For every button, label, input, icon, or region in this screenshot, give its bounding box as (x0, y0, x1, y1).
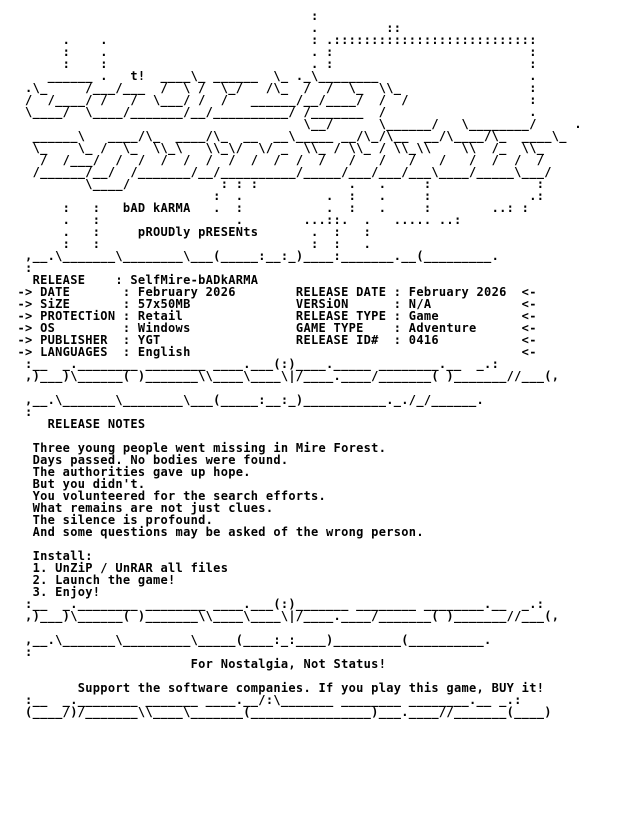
install-step: 2. Launch the game! (10, 573, 176, 587)
release-info-row: -> DATE : February 2026 RELEASE DATE : February 2026 <- (10, 285, 537, 299)
notes-box-bottom-border: :__ _.________ ________ ____.___(:)_______ ________ ________.__ _.: ,)___)\______( )_______\\____\____\|/____.____/_______( )_______//___(, (25, 597, 560, 623)
release-name-line: RELEASE : SelfMire-bADkARMA (10, 273, 259, 287)
release-info-row: -> LANGUAGES : English <- (10, 345, 537, 359)
release-notes-line: But you didn't. (10, 477, 146, 491)
footer-box-top-border: ,__.\_______\_________\_____(____:_:____)_________(__________. : (25, 633, 492, 659)
install-title: Install: (10, 549, 93, 563)
release-notes-line: Days passed. No bodies were found. (10, 453, 289, 467)
release-notes-line: What remains are not just clues. (10, 501, 274, 515)
release-notes-title: RELEASE NOTES (10, 417, 146, 431)
notes-box-top-border: ,__.\_______\________\___(_____:__:_)___________._./_/______. : (25, 393, 485, 419)
release-box-top-border: ,__.\_______\________\___(_____:__:_)____:_______.__(_________. : (25, 249, 500, 275)
release-info-row: -> OS : Windows GAME TYPE : Adventure <- (10, 321, 537, 335)
logo-art: : . :: . . : .::::::::::::::::::::::::::: : . . : : : : . : : ______ . t! ____\_ ______ \_ ._\________ . .\_ /___/___ / \ / \_/ /\_ / / \_ \\_ : / /____/ / / \___/ / / ______/__/____/ / / : \____/ \____/_______/__/__________/ /_______ / . \__/ \______/ \________/ . ______\ ____/\_ ____/\_ __ __\_____ __/\_/\__ __/\____/\_ ____\_ \_ \_ / \_ \\_\ \\_\/ \/ _ \\_ / \\_ / \\_\\ \\ /_ \\_ / /___/ / / / / / / / / / / / / / / / / / / /______/__/ /_______/__/__________/_____/___/___/___\____/_____\___/ \____/ : : : . . : : : . . : . : .: : : bAD kARMA . : . : . : ..: : . : . ...::. . ..... ..: . : pROUDly pRESENts . : : : : : : . (25, 9, 582, 251)
footer-box-bottom-border: :__ _.________ _______ ____.__/:\_______ ________ ________.__ _.: (____/)/_______\\____\_______(________________)___.____//_______(____) (25, 693, 552, 719)
footer-support-message: Support the software companies. If you play this game, BUY it! (10, 681, 545, 695)
release-info-row: -> PUBLISHER : YGT RELEASE ID# : 0416 <- (10, 333, 537, 347)
install-step: 1. UnZiP / UnRAR all files (10, 561, 229, 575)
release-notes-line: Three young people went missing in Mire Forest. (10, 441, 387, 455)
release-info-row: -> SiZE : 57x50MB VERSiON : N/A <- (10, 297, 537, 311)
release-notes-line: And some questions may be asked of the wrong person. (10, 525, 424, 539)
release-notes-line: You volunteered for the search efforts. (10, 489, 327, 503)
release-box-bottom-border: :__ _.________ ________ ____.___(:)____._____ ________.__ _.: ,)___)\______( )_______\\____\____\|/____.____/_______( )_______//___(, (25, 357, 560, 383)
release-info-row: -> PROTECTiON : Retail RELEASE TYPE : Game <- (10, 309, 537, 323)
nfo-document (10, 10, 582, 718)
footer-motto: For Nostalgia, Not Status! (10, 657, 387, 671)
release-notes-line: The silence is profound. (10, 513, 214, 527)
install-step: 3. Enjoy! (10, 585, 101, 599)
release-notes-line: The authorities gave up hope. (10, 465, 251, 479)
